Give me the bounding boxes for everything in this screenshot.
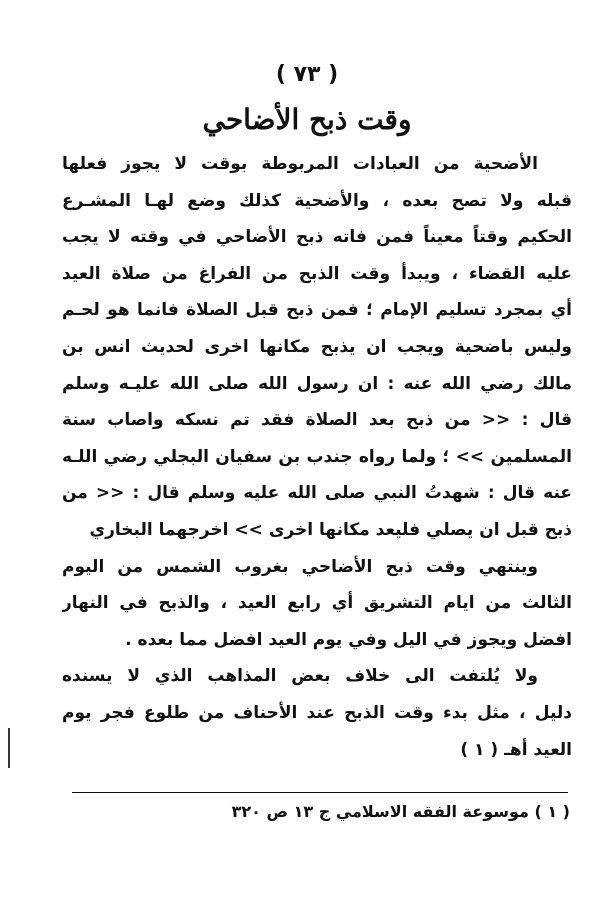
paragraph-line: أي بمجرد تسليم الإمام ؛ فمن ذبح قبل الصلاة فانما هو لحـم — [62, 300, 572, 321]
paragraph-line: وليس باضحية ويجب ان يذبح مكانها اخرى لحديث انس بن — [62, 336, 572, 357]
paragraph-line: ولا يُلتفت الى خلاف بعض المذاهب الذي لا يسنده — [62, 666, 538, 687]
paragraph-line: قبله ولا تصح بعده ، والأضحية كذلك وضع لهـا المشـرع — [62, 190, 572, 211]
footnote-divider — [72, 792, 568, 793]
paragraph-line: قال : << من ذبح بعد الصلاة فقد تم نسكه واصاب سنة — [62, 410, 572, 431]
paragraph-line: الحكيم وقتاً معيناً فمن فاته ذبح الأضاحي في وقته لا يجب — [62, 227, 572, 248]
paragraph-line: افضل ويجوز في اليل وفي يوم العيد افضل مما بعده . — [125, 629, 572, 650]
paragraph-line: دليل ، مثل بدء وقت الذبح عند الأحناف من طلوع فجر يوم — [62, 702, 572, 723]
page-title: وقت ذبح الأضاحي — [202, 103, 412, 136]
paragraph-line: عليه القضاء ، ويبدأ وقت الذبح من الفراغ من صلاة العيد — [62, 263, 572, 284]
scan-margin-mark — [8, 728, 10, 768]
paragraph-line: ذبح قبل ان يصلي فليعد مكانها اخرى >> اخرجهما البخاري — [89, 519, 572, 540]
page-number: ( ٧٣ ) — [275, 62, 339, 87]
paragraph-line: مالك رضي الله عنه : ان رسول الله صلى الله عليـه وسلم — [62, 373, 572, 394]
paragraph-line: المسلمين >> ؛ ولما رواه جندب بن سفيان البجلي رضي اللـه — [62, 446, 572, 467]
paragraph-line: عنه قال : شهدتُ النبي صلى الله عليه وسلم قال : << من — [62, 483, 572, 504]
footnote: ( ١ ) موسوعة الفقه الاسلامي ج ١٣ ص ٣٢٠ — [231, 802, 570, 821]
paragraph-line: وينتهي وقت ذبح الأضاحي بغروب الشمس من اليوم — [62, 556, 538, 577]
paragraph-line: الأضحية من العبادات المربوطة بوقت لا يجوز فعلها — [62, 154, 538, 174]
body-text — [62, 146, 572, 768]
paragraph-line: الثالث من ايام التشريق أي رابع العيد ، والذبح في النهار — [62, 593, 572, 614]
paragraph-line: العيد أهـ ( ١ ) — [460, 739, 572, 760]
